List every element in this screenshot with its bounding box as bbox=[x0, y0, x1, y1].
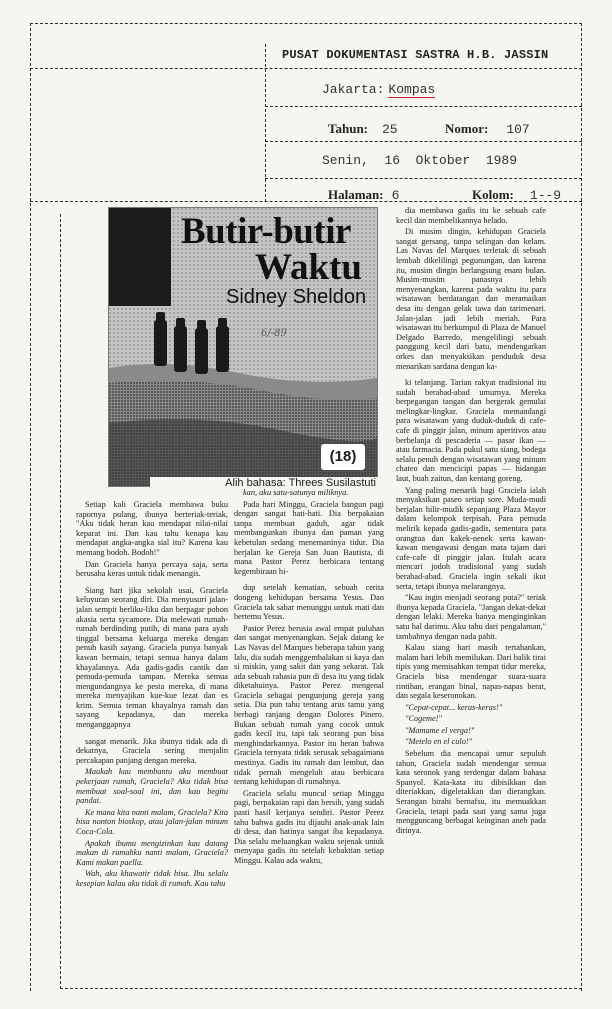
paragraph: Kalau siang hari masih tertahankan, malam hari lebih memilukan. Dari balik tirai tipis yang memisahkan tempat tidur mereka, Graciela bisa mendengar suara-suara rintihan, erangan binal, napas-napas berat, dan segala keseronokan. bbox=[396, 643, 546, 701]
episode-badge: (18) bbox=[321, 444, 365, 470]
paragraph: Pastor Perez berusia awal empat puluhan dan sangat menyenangkan. Sejak datang ke Las Navas del Marques beberapa tahun yang lalu, dia sudah menggembalakan si kaya dan si miskin, yang sakit dan yang sekarat. Tak ada sebuah rahasia pun di desa itu yang tidak diketahuinya. Pastor Perez mengenal Graciela sebagai pengunjung gereja yang setia. Dia pun tahu tentang arus tamu yang berbagi ranjang dengan Dolores Pinero. Bukan sebuah rumah yang cocok untuk gadis kecil itu, tapi tak seorang pun bisa menghindarkannya. Pastor itu heran bahwa Graciela ternyata tidak serusak sebagaimana mestinya. Gadis itu ramah dan lembut, dan tidak pernah mengeluh atau berbicara tentang kehidupan di rumahnya. bbox=[234, 623, 384, 787]
paragraph: ki telanjang. Tarian rakyat tradisional itu sudah berabad-abad umurnya. Mereka berpegangan tangan dan bergerak gemulai melingkar-lingkar. Graciela memandangi para wisatawan yang duduk-duduk di cafe-cafe di pinggir jalan, minum aperitivos atau berbelanja di pescaderia — pasar ikan — atau farmacia. Pada pukul satu siang, bodega selalu penuh dengan wisatawan yang minum chateo dan mencicipi papas — hidangan laut, buah zaitun, dan kentang goreng. bbox=[396, 378, 546, 484]
page-label: Halaman: bbox=[328, 187, 384, 202]
frame-left bbox=[30, 23, 31, 991]
number-label: Nomor: bbox=[445, 121, 489, 136]
column-row bbox=[472, 186, 561, 204]
city-row bbox=[322, 80, 435, 98]
paragraph: Sebelum dia mencapai umur sepuluh tahun, Graciela sudah mendengar semua kata seronok yang terdengar dalam bahasa Spanyol. Kata-kata itu dibisikkan dan diteriakkan, digeletakkan dan dierangkan. Serangan birahi bernafsu, itu memuakkan Graciela, tetapi pada saat yang sama juga mengguncang berbagai keinginan aneh pada dirinya. bbox=[396, 749, 546, 835]
frame-left-inner bbox=[60, 214, 61, 989]
article-column-3 bbox=[396, 206, 546, 986]
number-value: 107 bbox=[506, 122, 530, 137]
paragraph: Apakah ibumu mengizinkan kau datang makan di rumahku nanti malam, Graciela? Kami makan paella. bbox=[76, 838, 228, 867]
page-row bbox=[328, 186, 399, 204]
title-illustration bbox=[108, 207, 378, 487]
paragraph: "Metelo en el culo!" bbox=[405, 737, 473, 747]
frame-line-city bbox=[265, 106, 582, 107]
paragraph: "Kau ingin menjadi seorang puta?" teriak ibunya kepada Graciela. "Jangan dekat-dekat dengan lelaki. Mereka hanya menginginkan satu hal darimu. Aku tahu dari pengalaman," tambahnya dengan nada pahit. bbox=[396, 593, 546, 641]
paragraph: dup setelah kematian, sebuah cerita dongeng kehidupan bersama Yesus. Dan Graciela tak sabar menunggu untuk mati dan bertemu Yesus. bbox=[234, 583, 384, 622]
article-title-line1: Butir-butir bbox=[181, 211, 351, 252]
article-column-2 bbox=[234, 488, 384, 986]
translator-credit: Alih bahasa: Threes Susilastuti bbox=[150, 477, 378, 491]
handwritten-date: 6/-89 bbox=[261, 328, 287, 339]
paragraph: Siang hari jika sekolah usai, Graciela keluyuran seorang diri. Dia menyusuri jalan-jalan sempit berliku-liku dan berpagar pohon akasia serta sycamore. Dia melewati rumah-rumah berdinding putih, di mana para ayah tinggal bersama keluarga mereka dengan penuh kasih sayang. Graciela punya banyak kawan bermain, tetapi semua hanya dalam khayalannya. Ada gadis-gadis cantik dan pemuda-pemuda tampan. Mereka semua mengundangnya ke pesta mereka, di mana mereka menyajikan kue-kue lezat dan es krim. Semua teman khayalnya ramah dan sayang kepadanya, dan mereka menganggapnya bbox=[76, 585, 228, 730]
paragraph: dia membawa gadis itu ke sebuah cafe kecil dan membelikannya helado. bbox=[396, 206, 546, 225]
paragraph: "Cogeme!" bbox=[405, 714, 442, 724]
article-column-1 bbox=[76, 500, 228, 986]
frame-right bbox=[581, 23, 582, 991]
paragraph: Di musim dingin, kehidupan Graciela sangat gersang, tanpa selingan dan kelam. Las Navas del Marques terletak di sebuah lembah dikelilingi pegunungan, dan karena itu, musim dingin berlangsung enam bulan. Musim-musim panasnya lebih menyenangkan, karena pada waktu itu para wisatawan berdatangan dan meramaikan desa itu dengan gelak tawa dan tarimenari. Jalan-jalan jadi lebih meriah. Para wisatawan itu berkumpul di Plaza de Manuel Delgado Barredo, mengelilingi sebuah panggung kecil dari batu, mendengarkan orkes dan menyaksikan penduduk desa menarikan sardana dengan ka- bbox=[396, 227, 546, 371]
paragraph: "Mamame el verga!" bbox=[405, 725, 475, 735]
paragraph: Wah, aku khawatir tidak bisa. Ibu selalu kesepian kalau aku tidak di rumah. Kau tahu bbox=[76, 869, 228, 888]
frame-bottom bbox=[60, 988, 582, 989]
paragraph: Graciela selalu muncul setiap Minggu pagi, berpakaian rapi dan bersih, yang sudah pasti hasil kerjanya sendiri. Pastor Perez tahu bahwa gadis itu dijauhi anak-anak lain di desa, dan hatinya sangat iba kepadanya. Dia selalu meluangkan waktu sejenak untuk menyapa gadis itu setelah kebaktian setiap Minggu. Kalau ada waktu, bbox=[234, 788, 384, 865]
paragraph: Pada hari Minggu, Graciela bangun pagi dengan sangat hati-hati. Dia berpakaian tanpa membuat gaduh, agar tidak membangunkan ibunya dan paman yang kebetulan sedang menemaninya tidur. Dia berjalan ke Gereja San Juan Bautista, di mana Pastor Perez berbicara tentang kegembiraan hi- bbox=[234, 499, 384, 576]
column-label: Kolom: bbox=[472, 187, 514, 202]
frame-divider bbox=[265, 44, 266, 202]
year-label: Tahun: bbox=[328, 121, 368, 136]
institution-name: PUSAT DOKUMENTASI SASTRA H.B. JASSIN bbox=[282, 48, 549, 62]
paragraph: sangat menarik. Jika ibunya tidak ada di dekatnya, Graciela sering menjalin percakapan panjang dengan mereka. bbox=[76, 736, 228, 765]
paragraph: Yang paling menarik bagi Graciela ialah menyaksikan paseo setiap sore. Muda-mudi berjalan hilir-mudik sepanjang Plaza Mayor dalam kelompok terpisah. Para pemuda melirik kepada gadis-gadis, sementara para orangtua dan kakek-nenek serta kawan-kawan mengawasi dengan mata tajam dari cafe-cafe di pinggir jalan. Itulah acara mencari jodoh tradisional yang sudah berabad-abad. Graciela ingin sekali ikut serta, tetapi ibunya melarangnya. bbox=[396, 485, 546, 591]
article-author: Sidney Sheldon bbox=[226, 286, 367, 308]
article-title-line2: Waktu bbox=[255, 247, 362, 288]
paragraph: Ke mana kita nanti malam, Graciela? Kita bisa nonton bioskop, atau jalan-jalan minum Coca-Cola. bbox=[76, 807, 228, 836]
page-value: 6 bbox=[391, 188, 400, 203]
date-text: Senin, 16 Oktober 1989 bbox=[322, 153, 518, 168]
year-row bbox=[328, 120, 398, 138]
frame-line-institution bbox=[30, 68, 582, 69]
paragraph: Setiap kali Graciela membawa buku rapornya pulang, ibunya berteriak-teriak, "Aku tidak heran kau mendapat nilai-nilai keparat ini. Dan kau tahu kenapa kau mendapat angka-angka sial itu? Karena kau memang bodoh. Bodoh!" bbox=[76, 500, 228, 557]
paragraph: kan, aku satu-satunya miliknya. bbox=[243, 488, 349, 497]
paragraph: "Cepat-cepat... keras-keras!" bbox=[405, 702, 503, 712]
number-row bbox=[445, 120, 530, 138]
column-value: 1--9 bbox=[529, 188, 562, 203]
paragraph: Dan Graciela hanya percaya saja, serta berusaha keras untuk tidak menangis. bbox=[76, 559, 228, 579]
frame-line-date bbox=[265, 178, 582, 179]
year-value: 25 bbox=[382, 122, 398, 137]
frame-line-year bbox=[265, 141, 582, 142]
paragraph: Maukah kau membantu aku membuat pekerjaan rumah, Graciela? Aku tidak bisa membuat soal-soal ini, dan kau begitu pandai. bbox=[76, 767, 228, 806]
frame-top bbox=[30, 23, 582, 24]
city-label: Jakarta: bbox=[322, 82, 385, 97]
newspaper-name: Kompas bbox=[388, 82, 436, 97]
